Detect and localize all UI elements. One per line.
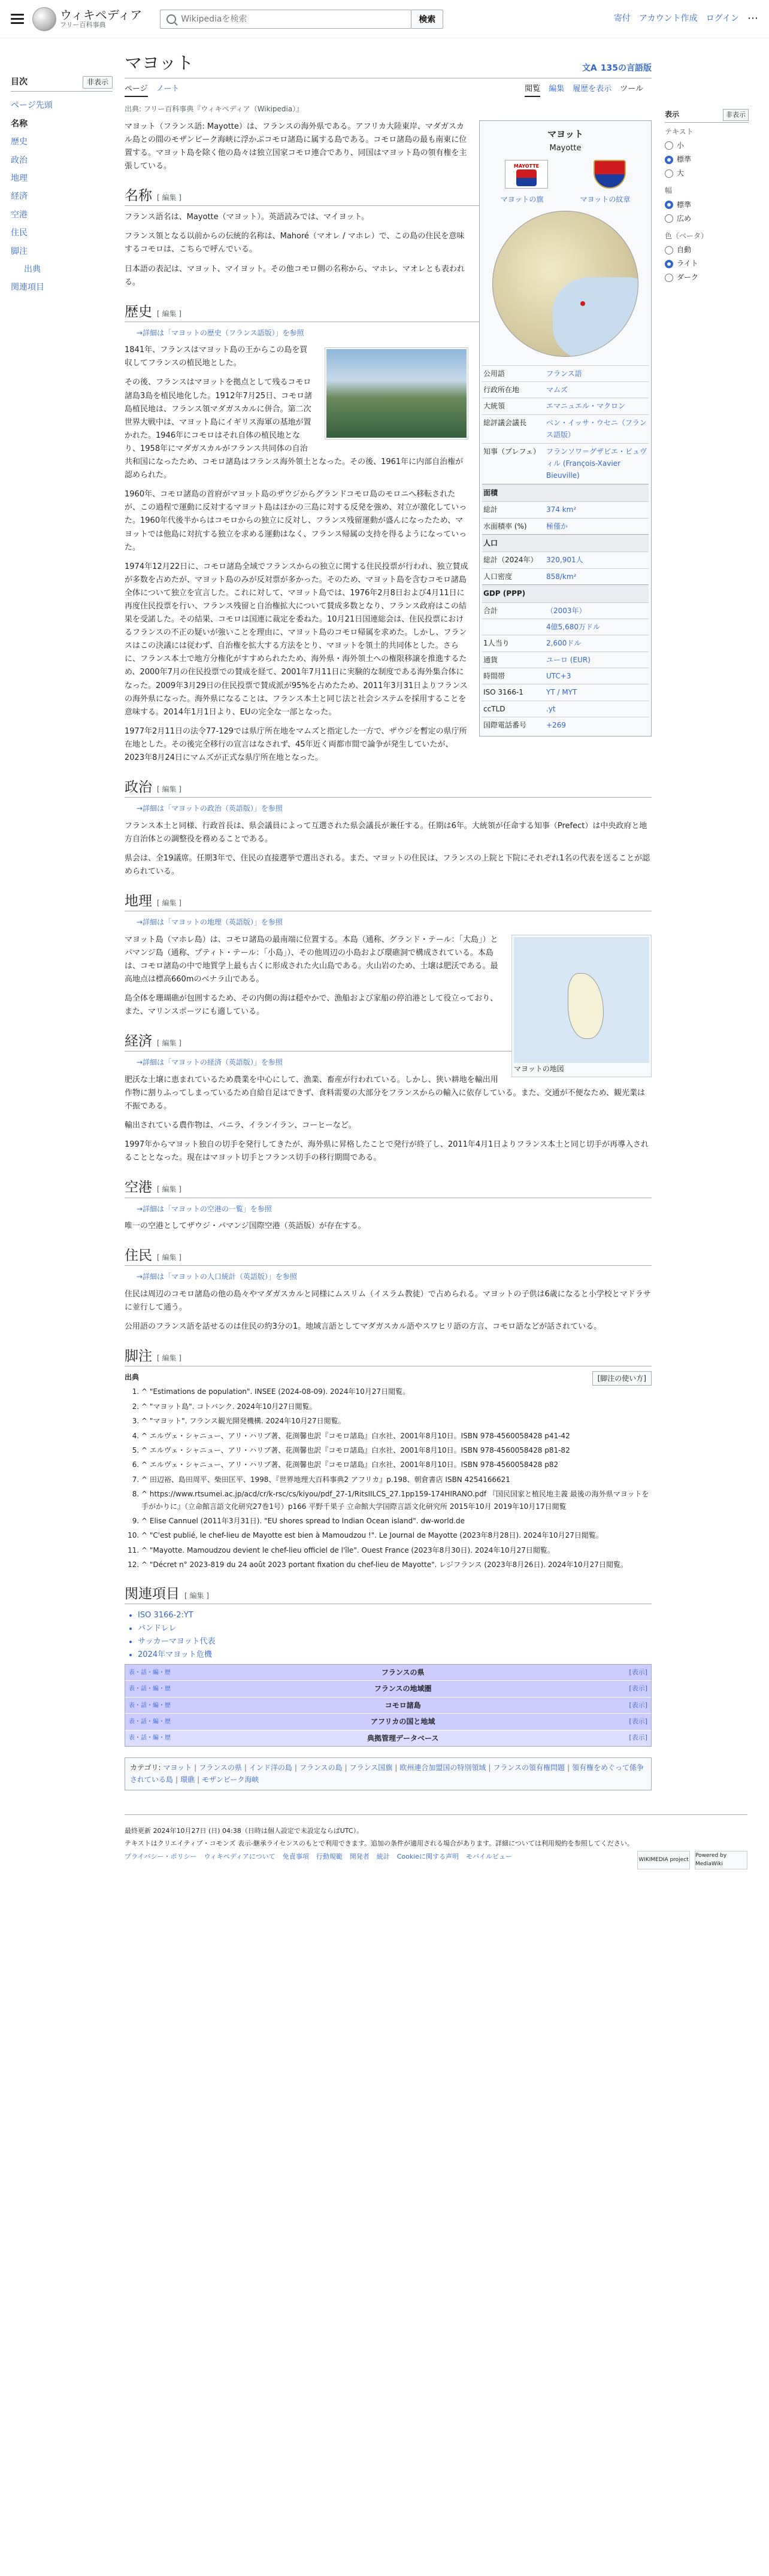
text-size-label: テキスト: [665, 127, 694, 136]
wikipedia-globe-icon: [32, 7, 56, 31]
width-standard-option[interactable]: 標準: [665, 199, 749, 211]
toc-item-history[interactable]: 歴史: [11, 137, 28, 147]
hatnote[interactable]: →詳細は「マヨットの歴史（フランス語版）」を参照: [137, 328, 304, 337]
category-link[interactable]: インド洋の島: [249, 1763, 292, 1772]
toc-item-notes[interactable]: 脚注: [11, 246, 28, 256]
search-input[interactable]: [181, 14, 411, 24]
category-link[interactable]: マヨット: [163, 1763, 192, 1772]
category-separator: |: [194, 1763, 197, 1772]
paragraph: 県会は、全19議席。任期3年で、住民の直接選挙で選出される。また、マヨットの住民は、フランスの上院と下院にそれぞれ1名の代表を送ることが認められている。: [125, 853, 650, 876]
category-separator: |: [175, 1775, 178, 1784]
infobox-row: [482, 365, 649, 381]
map-figure[interactable]: [511, 935, 652, 1077]
infobox-gdp-key: [483, 621, 546, 633]
infobox-subtitle: Mayotte: [549, 144, 582, 153]
footer-link[interactable]: ウィキペディアについて: [204, 1853, 275, 1860]
tab-tools[interactable]: ツール: [620, 84, 643, 93]
reference-item: 1. ^ "Estimations de population". INSEE (2024-08-09). 2024年10月27日閲覧。: [141, 1386, 652, 1398]
infobox-value[interactable]: .yt: [546, 704, 556, 713]
section-title: 歴史: [125, 304, 152, 319]
infobox-gdp-row: [482, 602, 649, 619]
infobox-pop-row: [482, 551, 649, 568]
section-title: 経済: [125, 1034, 152, 1049]
text-small-option[interactable]: 小: [665, 140, 749, 151]
infobox-pop-heading: 人口: [482, 534, 649, 551]
category-link[interactable]: フランスの島: [299, 1763, 343, 1772]
infobox-value[interactable]: マムズ: [546, 386, 568, 395]
related-link[interactable]: • ISO 3166-2:YT: [138, 1609, 652, 1622]
infobox: [479, 120, 652, 737]
related-link[interactable]: • サッカーマヨット代表: [138, 1635, 652, 1648]
reference-item: 4. ^ エルヴェ・シャニュー、アリ・ハリブ著、花渕馨也訳『コモロ諸島』白水社、2001年8月10日。ISBN 978-4560058428 p41-42: [141, 1430, 652, 1442]
category-separator: |: [344, 1763, 347, 1772]
language-button[interactable]: [582, 62, 652, 75]
infobox-row: [482, 443, 649, 484]
navbox-title[interactable]: 典拠管理データベース: [367, 1734, 439, 1742]
wikimedia-badge[interactable]: WIKIMEDIA project: [637, 1851, 690, 1869]
donate-link[interactable]: 寄付: [613, 14, 631, 24]
mediawiki-badge[interactable]: Powered by MediaWiki: [695, 1851, 747, 1869]
navbox-title[interactable]: アフリカの国と地域: [371, 1717, 435, 1726]
reference-item: 6. ^ エルヴェ・シャニュー、アリ・ハリブ著、花渕馨也訳『コモロ諸島』白水社、2001年8月10日。ISBN 978-4560058428 p82: [141, 1459, 652, 1471]
paragraph: 輸出されている農作物は、バニラ、イランイラン、コーヒーなど。: [125, 1121, 356, 1131]
section-heading: [125, 778, 652, 798]
paragraph: 1841年、フランスはマヨット島の王からこの島を買収してフランスの植民地とした。: [125, 346, 308, 368]
photo-image: [326, 349, 467, 438]
navbox-row: [125, 1730, 651, 1746]
navbox-title[interactable]: フランスの地域圏: [374, 1684, 432, 1693]
navbox-vte[interactable]: 表・話・編・歴: [129, 1718, 171, 1725]
section-edit-link[interactable]: [ 編集 ]: [157, 785, 181, 794]
map-image: [514, 937, 649, 1063]
category-link[interactable]: 領有権をめぐって係争されている島: [130, 1763, 644, 1784]
flag-caption[interactable]: マヨットの旗: [500, 195, 544, 204]
main-menu-icon[interactable]: [11, 14, 24, 24]
category-separator: |: [244, 1763, 247, 1772]
paragraph: その後、フランスはマヨットを拠点として残るコモロ諸島3島を植民地化した。1912年7月25日、コモロ諸島植民地は、フランス領マダガスカルに併合。第二次世界大戦中は、マヨット島にイギリス海軍の基地が置かれた。1946年にコモロはそれ自体の植民地となり、1958年にマダガスカルがフランス共同体の自治共和国になったため、コモロ諸島はフランス海外領土となった。その後、1961年に内部自治権が認められた。: [125, 378, 464, 480]
paragraph: マヨット島（マホレ島）は、コモロ諸島の最南端に位置する。本島（通称、グランド・テール：「大島」）とパマンジ島（通称、プティト・テール：「小島」）、その他周辺の小島および環礁洞で構成されている。本島は、コモロ諸島の中で地質学上最も古くに形成された火山島である。火山岩のため、土壌は肥沃である。最高地点は標高660mのベナラ山である。: [125, 935, 498, 984]
hatnote[interactable]: →詳細は「マヨットの空港の一覧」を参照: [137, 1204, 272, 1213]
infobox-key: 国際電話番号: [483, 721, 527, 730]
toc-heading: 目次: [11, 77, 28, 87]
section-title: 名称: [125, 188, 152, 204]
category-separator: |: [488, 1763, 491, 1772]
tab-talk[interactable]: ノート: [156, 84, 180, 93]
intro-paragraph: マヨット（フランス語: Mayotte）は、フランスの海外県である。アフリカ大陸東岸、マダガスカル島との間のモザンビーク海峡に浮かぶコモロ諸島に属する島である。コモロ諸島の最も南東に位置する。マヨット島を除く他の島々は独立国家コモロ連合であり、同国はマヨット島の領有権を主張している。: [125, 122, 467, 171]
hatnote[interactable]: →詳細は「マヨットの地理（英語版）」を参照: [137, 918, 283, 927]
section-heading: [125, 1178, 652, 1198]
tab-read[interactable]: 閲覧: [525, 84, 540, 97]
paragraph: フランス領となる以前からの伝統的名称は、Mahoré（マオレ / マホレ）で、この島の住民を意味するコモロは、こちらで呼んでいる。: [125, 232, 465, 254]
related-link[interactable]: • 2024年マヨット危機: [138, 1648, 652, 1662]
section-edit-link[interactable]: [ 編集 ]: [157, 1039, 181, 1048]
toc-hide-button[interactable]: 非表示: [83, 76, 113, 89]
tab-edit[interactable]: 編集: [549, 84, 565, 93]
appearance-heading: 表示: [665, 110, 680, 119]
color-dark-option[interactable]: ダーク: [665, 272, 749, 283]
reference-item: 9. ^ Elise Cannuel (2011年3月31日). "EU shores spread to Indian Ocean island". dw-world.de: [141, 1515, 652, 1527]
island-shape: [568, 973, 604, 1039]
category-link[interactable]: フランス国旗: [349, 1763, 393, 1772]
notes-heading: 脚注 [ 編集 ]: [125, 1347, 652, 1366]
navbox-show[interactable]: [表示]: [629, 1701, 647, 1709]
toc-item-airport[interactable]: 空港: [11, 210, 28, 220]
hatnote[interactable]: →詳細は「マヨットの政治（英語版）」を参照: [137, 804, 283, 813]
reference-item: 11. ^ "Mayotte. Mamoudzou devient le chef-lieu officiel de l'île". Ouest France (2023年8月30日). 2024年10月27日閲覧。: [141, 1544, 652, 1556]
footer-link[interactable]: 開発者: [349, 1853, 370, 1860]
infobox-area-value[interactable]: 極僅か: [546, 522, 568, 531]
category-separator: |: [197, 1775, 200, 1784]
section-title: 住民: [125, 1248, 152, 1263]
search-box: [160, 10, 411, 29]
infobox-area-value[interactable]: 374 km²: [546, 505, 577, 514]
site-logo[interactable]: [32, 7, 142, 31]
paragraph: 1997年からマヨット独自の切手を発行してきたが、海外県に昇格したことで発行が終了し、2011年4月1日よりフランス本土と同じ切手が再導入されることとなった。現在はマヨット切手とフランス切手の移行期間である。: [125, 1140, 649, 1163]
wordmark-subtitle: フリー百科事典: [60, 21, 106, 29]
infobox-gdp-key: 1人当り: [483, 639, 510, 648]
tab-history[interactable]: 履歴を表示: [573, 84, 612, 93]
infobox-row: [482, 684, 649, 700]
section-edit-link[interactable]: [ 編集 ]: [157, 1253, 181, 1262]
navbox-show[interactable]: [表示]: [629, 1668, 647, 1676]
navbox-vte[interactable]: 表・話・編・歴: [129, 1669, 171, 1676]
section-edit-link[interactable]: [ 編集 ]: [157, 193, 181, 202]
login-link[interactable]: ログイン: [706, 14, 739, 24]
hatnote[interactable]: →詳細は「マヨットの経済（英語版）」を参照: [137, 1058, 283, 1067]
appearance-hide-button[interactable]: 非表示: [723, 109, 749, 121]
infobox-gdp-key: 合計: [483, 606, 498, 615]
infobox-row: [482, 717, 649, 733]
map-caption: マヨットの地図: [514, 1064, 564, 1073]
width-label: 幅: [665, 186, 673, 195]
category-separator: |: [395, 1763, 398, 1772]
navbox-row: [125, 1665, 651, 1680]
infobox-gdp-row: [482, 635, 649, 651]
infobox-area-row: [482, 518, 649, 534]
navbox-vte[interactable]: 表・話・編・歴: [129, 1686, 171, 1693]
paragraph: 島全体を珊瑚礁が包囲するため、その内側の海は穏やかで、漁船および家船の停泊港として役立っており、また、マリンスポーツにも適している。: [125, 994, 498, 1017]
navbox-vte[interactable]: 表・話・編・歴: [129, 1735, 171, 1742]
infobox-key: ISO 3166-1: [483, 688, 523, 697]
page-title: マヨット: [125, 54, 194, 73]
infobox-value[interactable]: +269: [546, 721, 566, 730]
wordmark-title: ウィキペディア: [60, 8, 143, 23]
infobox-row: [482, 398, 649, 414]
coat-of-arms[interactable]: [594, 160, 626, 189]
toc-item-related[interactable]: 関連項目: [11, 283, 44, 293]
infobox-value[interactable]: YT / MYT: [546, 688, 577, 697]
text-large-option[interactable]: 大: [665, 168, 749, 179]
text-standard-option[interactable]: 標準: [665, 154, 749, 165]
infobox-pop-value[interactable]: 858/km²: [546, 572, 577, 581]
site-header: [0, 0, 769, 38]
category-separator: |: [567, 1763, 570, 1772]
toc-item-sources[interactable]: 出典: [24, 264, 41, 274]
footnote-usage-link[interactable]: [脚注の使い方]: [592, 1371, 652, 1386]
infobox-key: 時間帯: [483, 672, 505, 681]
section-edit-link[interactable]: [ 編集 ]: [157, 1185, 181, 1194]
language-count: 135の言語版: [600, 63, 652, 74]
infobox-value[interactable]: フランソワ＝グザビエ・ビュヴィル (François-Xavier Bieuville): [546, 447, 647, 480]
appearance-sidebar: [665, 38, 749, 1790]
category-link[interactable]: 環礁: [180, 1775, 195, 1784]
color-light-option[interactable]: ライト: [665, 258, 749, 269]
infobox-pop-key: 総計（2024年）: [483, 556, 538, 565]
section-title: 空港: [125, 1180, 152, 1195]
section-title: 地理: [125, 893, 152, 909]
footer-link[interactable]: 免責事項: [282, 1853, 309, 1860]
infobox-row: [482, 414, 649, 443]
location-marker: [580, 301, 585, 306]
infobox-row: [482, 381, 649, 398]
category-link[interactable]: モザンビーク海峡: [202, 1775, 259, 1784]
sources-subheading: 出典: [125, 1373, 140, 1382]
navbox-vte[interactable]: 表・話・編・歴: [129, 1702, 171, 1709]
reference-item: 10. ^ "C'est publié, le chef-lieu de Mayotte est bien à Mamoudzou !". Le Journal de Mayotte (2023年8月28日). 2024年10月27日閲覧。: [141, 1529, 652, 1541]
reference-item: 8. ^ https://www.rtsumei.ac.jp/acd/cr/k-rsc/cs/kiyou/pdf_27-1/RitsIILCS_27.1pp159-174HIRANO.pdf 『国民国家と植民地主義 最後の海外県マヨットを手がかりに』（立命館言語文化研究27巻1号）p166 平野千果子 立命館大学国際言語文化研究所 2015年10月 2019年10月17日閲覧: [141, 1488, 652, 1513]
toc-item-population[interactable]: 住民: [11, 228, 28, 238]
section-heading: [125, 892, 652, 911]
infobox-gdp-value[interactable]: 4億5,680万ドル: [546, 622, 600, 631]
reference-item: 3. ^ "マヨット". フランス観光開発機構. 2024年10月27日閲覧。: [141, 1415, 652, 1427]
location-map-globe[interactable]: [492, 211, 638, 357]
navboxes: [125, 1664, 652, 1747]
infobox-key: 総評議会議長: [483, 418, 527, 427]
navbox-title[interactable]: コモロ諸島: [384, 1701, 421, 1710]
width-wide-option[interactable]: 広め: [665, 213, 749, 225]
infobox-gdp-value[interactable]: （2003年）: [546, 606, 586, 615]
toc-sidebar: [11, 38, 113, 1790]
color-auto-option[interactable]: 自動: [665, 244, 749, 256]
infobox-value[interactable]: UTC+3: [546, 672, 571, 681]
infobox-pop-value[interactable]: 320,901人: [546, 556, 583, 565]
category-link[interactable]: 欧州連合加盟国の特別領域: [399, 1763, 486, 1772]
navbox-row: [125, 1697, 651, 1713]
infobox-gdp-heading: GDP (PPP): [482, 584, 649, 602]
tab-page[interactable]: ページ: [125, 84, 148, 97]
toc-item-name[interactable]: 名称: [11, 119, 28, 129]
paragraph: 日本語の表記は、マヨット、マイヨット。その他コモロ側の名称から、マホレ、マオレとも表われる。: [125, 264, 465, 287]
reference-item: 2. ^ "マヨット島". コトバンク. 2024年10月27日閲覧。: [141, 1401, 652, 1413]
infobox-gdp-value[interactable]: 2,600ドル: [546, 639, 582, 648]
infobox-pop-row: [482, 568, 649, 584]
infobox-area-row: [482, 501, 649, 517]
paragraph: 住民は周辺のコモロ諸島の他の島々やマダガスカルと同様にムスリム（イスラム教徒）で占められる。マヨットの子供は6歳になると小学校とマドラサに並行して通う。: [125, 1289, 651, 1312]
more-options-icon[interactable]: ⋯: [747, 12, 758, 25]
paragraph: 公用語のフランス語を話せるのは住民の約3分の1。地域言語としてマダガスカル語やスワヒリ語の方言、コモロ語などが話されている。: [125, 1322, 602, 1331]
related-link[interactable]: • バンドレレ: [138, 1622, 652, 1635]
paragraph: フランス語名は、Mayotte（マヨット）。英語読みでは、マイヨット。: [125, 213, 370, 222]
footer-link[interactable]: 統計: [376, 1853, 390, 1860]
main-content: [125, 38, 652, 1790]
section-edit-link[interactable]: [ 編集 ]: [157, 899, 181, 908]
infobox-title: マヨット: [547, 128, 583, 140]
paragraph: 1977年2月11日の法令77-129では県庁所在地をマムズと指定した一方で、ザウジを暫定の県庁所在地とした。その後完全移行の宣言はなされず、45年近く両都市間で論争が発生していたが、2023年8月24日にマムズが正式な県庁所在地となった。: [125, 726, 467, 762]
infobox-key: 行政所在地: [483, 386, 520, 395]
navbox-title[interactable]: フランスの県: [381, 1668, 425, 1677]
license-text: テキストはクリエイティブ・コモンズ 表示-継承ライセンスのもとで利用できます。追加の条件が適用される場合があります。詳細については利用規約を参照してください。: [125, 1839, 634, 1848]
flag-text: MAYOTTE: [505, 162, 547, 169]
reference-item: 7. ^ 田辺裕、島田周平、柴田匡平、1998、『世界地理大百科事典2 アフリカ』p.198、朝倉書店 ISBN 4254166621: [141, 1474, 652, 1486]
navbox-row: [125, 1680, 651, 1696]
infobox-row: [482, 668, 649, 684]
footer-link[interactable]: Cookieに関する声明: [396, 1853, 459, 1860]
footer-link[interactable]: 行動規範: [316, 1853, 343, 1860]
infobox-key: 大統領: [483, 402, 505, 411]
last-updated: 最終更新 2024年10月27日 (日) 04:38（日時は個人設定で未設定ならばUTC）。: [125, 1826, 364, 1835]
infobox-value[interactable]: エマニュエル・マクロン: [546, 402, 626, 411]
category-link[interactable]: フランスの領有権問題: [493, 1763, 565, 1772]
section-heading: [125, 1246, 652, 1266]
infobox-gdp-row: [482, 619, 649, 635]
infobox-key: 通貨: [483, 655, 498, 664]
infobox-value[interactable]: フランス語: [546, 369, 582, 378]
infobox-value[interactable]: ベン・イッサ・ウセニ（フランス語版）: [546, 418, 647, 440]
footer-link[interactable]: モバイルビュー: [466, 1853, 513, 1860]
infobox-area-heading: 面積: [482, 484, 649, 501]
mayotte-flag[interactable]: [505, 160, 548, 189]
from-line: 出典: フリー百科事典『ウィキペディア（Wikipedia）』: [125, 105, 304, 114]
paragraph: 唯一の空港としてザウジ・パマンジ国際空港（英語版）が存在する。: [125, 1221, 366, 1231]
section-edit-link[interactable]: [ 編集 ]: [157, 309, 181, 318]
search-icon: [166, 14, 176, 24]
related-heading: 関連項目 [ 編集 ]: [125, 1584, 652, 1604]
navbox-show[interactable]: [表示]: [629, 1734, 647, 1742]
color-label: 色（ベータ）: [665, 231, 709, 240]
navbox-row: [125, 1713, 651, 1729]
paragraph: 1974年12月22日に、コモロ諸島全域でフランスからの独立に関する住民投票が行われ、独立賛成が多数を占めたが、マヨット島のみが反対票が多かった。そのため、マヨット島を含むコモロ諸島全体について独立を宣言した。これに対して、マヨット島では、1976年2月8日および4月11日に再度住民投票を行い、フランス残留と自治権拡大について賛成多数となり、フランス政府はこの結果を受諾した。その結果、コモロは国連に裁定を委ねた。10月21日国連総会は、住民投票におけるフランスの不正の疑いが強いことを理由に、マヨット島のコモロ帰属を求めた。しかし、フランスはこの決議には従わず、自治権を拡大する方法をとり、マヨットを領土的共同体とした。さらに、フランス本土で地方分権化がすすめられたため、海外県・海外領土への権限移譲を推進するため、2000年7月の住民投票での賛成を経て、2001年7月11日に実験的な制度である海外集合体になった。2009年3月29日の住民投票で賛成派が95%を占めたため、2011年3月31日よりフランスの海外県になった。海外県になることは、フランス本土と同じ法と社会システムを採用することを意味する。2014年1月1日より、EUの完全な一部となった。: [125, 562, 468, 717]
infobox-key: 公用語: [483, 369, 505, 378]
category-separator: |: [294, 1763, 297, 1772]
infobox-row: [482, 701, 649, 717]
paragraph: 肥沃な土壌に恵まれているため農業を中心にして、漁業、畜産が行われている。しかし、狭い耕地を輸出用作物に割りふってしまっているため自給自足はできず、食料需要の大部分をフランスからの輸入に依存している。また、交通が不便なため、観光業は不振である。: [125, 1075, 646, 1111]
coat-caption[interactable]: マヨットの紋章: [580, 195, 631, 204]
create-account-link[interactable]: アカウント作成: [638, 14, 698, 24]
infobox-area-key: 水面積率 (%): [483, 522, 527, 531]
paragraph: 1960年、コモロ諸島の首府がマヨット島のザウジからグランドコモロ島のモロニへ移転されたが、この過程で運動に反対するマヨット島はほかの三島に対する反発を強め、対立が激化していった。1960年代後半からはコモロからの独立に反対し、フランス残留運動が盛んになったため、マヨットでは他島に対抗する独立を求める運動はなく、フランス帰属の支持を得るようになっていった。: [125, 490, 467, 552]
translate-icon: 文A: [582, 63, 597, 74]
search-button[interactable]: 検索: [411, 10, 443, 29]
infobox-key: ccTLD: [483, 704, 505, 713]
infobox-value[interactable]: ユーロ (EUR): [546, 655, 591, 664]
page-footer: [125, 1814, 747, 1883]
toc-item-top[interactable]: ページ先頭: [11, 101, 53, 111]
paragraph: フランス本土と同様、行政首長は、県会議員によって互選された県会議長が兼任する。任期は6年。大統領が任命する知事（Prefect）は中央政府と地方自治体との調整役を務めることである。: [125, 821, 647, 844]
infobox-row: [482, 651, 649, 668]
hatnote[interactable]: →詳細は「マヨットの人口統計（英語版）」を参照: [137, 1272, 297, 1281]
coast-photo[interactable]: [325, 347, 468, 440]
navbox-show[interactable]: [表示]: [629, 1717, 647, 1726]
category-links: カテゴリ: マヨット | フランスの県 | インド洋の島 | フランスの島 | フランス国旗 | 欧州連合加盟国の特別領域 | フランスの領有権問題 | 領有権をめぐって係争されている島 | 環礁 | モザンビーク海峡: [125, 1757, 652, 1790]
toc-item-politics[interactable]: 政治: [11, 155, 28, 165]
footer-link[interactable]: プライバシー・ポリシー: [125, 1853, 197, 1860]
infobox-key: 知事（プレフェ）: [483, 447, 540, 456]
section-title: 政治: [125, 780, 152, 795]
infobox-pop-key: 人口密度: [483, 572, 513, 581]
infobox-area-key: 総計: [483, 505, 498, 514]
category-link[interactable]: フランスの県: [199, 1763, 242, 1772]
toc-item-geography[interactable]: 地理: [11, 173, 28, 183]
reference-item: 12. ^ "Décret n° 2023-819 du 24 août 2023 portant fixation du chef-lieu de Mayotte". レジフランス (2023年8月26日). 2024年10月27日閲覧。: [141, 1559, 652, 1571]
navbox-show[interactable]: [表示]: [629, 1684, 647, 1693]
toc-item-economy[interactable]: 経済: [11, 192, 28, 202]
reference-item: 5. ^ エルヴェ・シャニュー、アリ・ハリブ著、花渕馨也訳『コモロ諸島』白水社、2001年8月10日。ISBN 978-4560058428 p81-82: [141, 1444, 652, 1456]
